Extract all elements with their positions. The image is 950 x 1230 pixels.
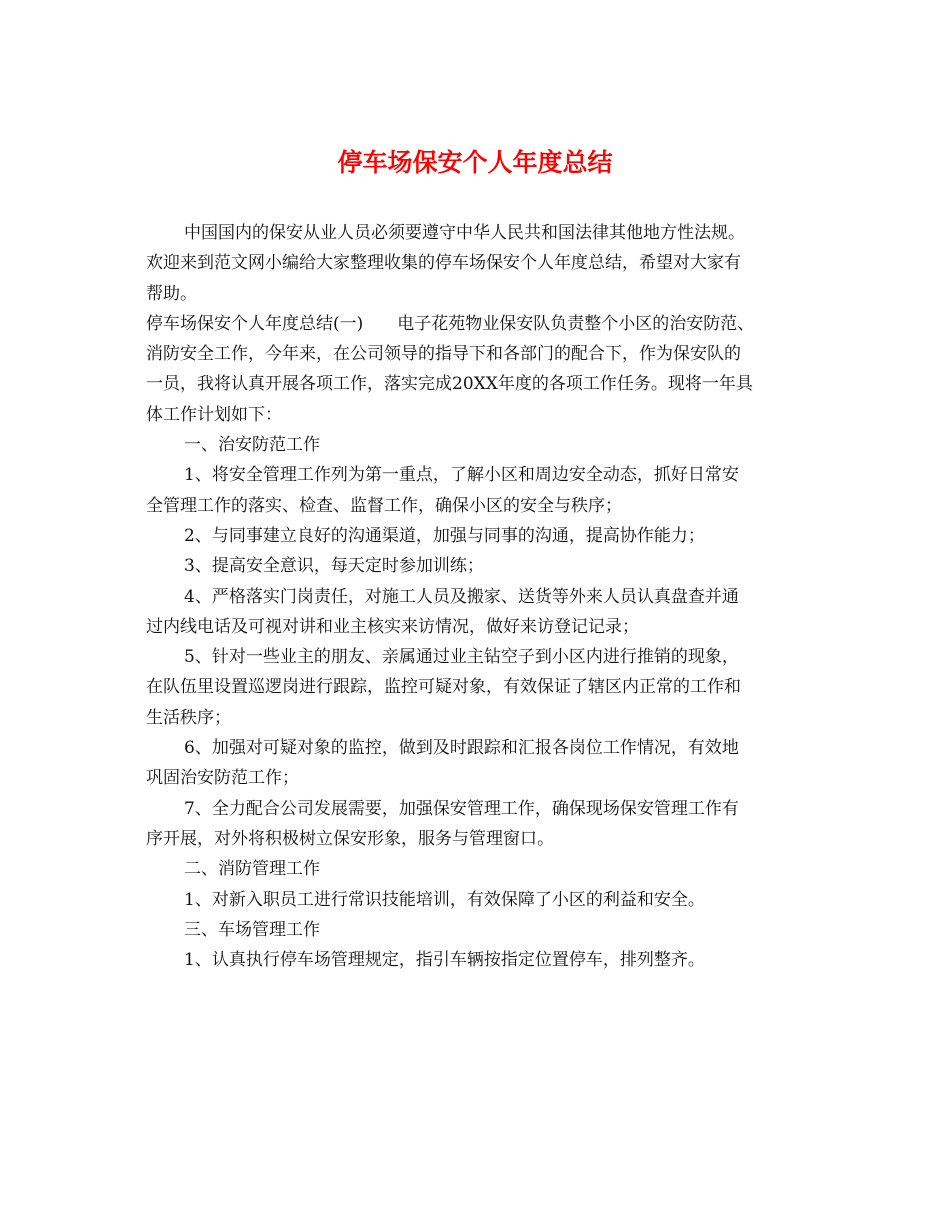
list-item-line: 5、针对一些业主的朋友、亲属通过业主钻空子到小区内进行推销的现象， — [184, 647, 739, 668]
paragraph-line: 欢迎来到范文网小编给大家整理收集的停车场保安个人年度总结，希望对大家有 — [146, 253, 741, 274]
list-item-line: 1、将安全管理工作列为第一重点，了解小区和周边安全动态，抓好日常安 — [184, 465, 739, 486]
paragraph-line: 一员，我将认真开展各项工作，落实完成20XX年度的各项工作任务。现将一年具 — [146, 374, 753, 395]
paragraph-line: 帮助。 — [146, 283, 197, 304]
list-item-line: 巩固治安防范工作； — [146, 768, 299, 789]
list-item-line: 2、与同事建立良好的沟通渠道，加强与同事的沟通，提高协作能力； — [184, 525, 705, 546]
section-heading: 三、车场管理工作 — [184, 919, 320, 940]
paragraph-line: 体工作计划如下： — [146, 404, 282, 425]
list-item-line: 7、全力配合公司发展需要，加强保安管理工作，确保现场保安管理工作有 — [184, 798, 739, 819]
paragraph-line: 停车场保安个人年度总结(一) 电子花苑物业保安队负责整个小区的治安防范、 — [146, 313, 755, 334]
list-item-line: 1、认真执行停车场管理规定，指引车辆按指定位置停车，排列整齐。 — [184, 950, 705, 971]
paragraph-line: 中国国内的保安从业人员必须要遵守中华人民共和国法律其他地方性法规。 — [184, 223, 745, 243]
list-item-line: 6、加强对可疑对象的监控，做到及时跟踪和汇报各岗位工作情况，有效地 — [184, 738, 739, 759]
list-item-line: 4、严格落实门岗责任，对施工人员及搬家、送货等外来人员认真盘查并通 — [184, 586, 739, 607]
list-item-line: 1、对新入职员工进行常识技能培训，有效保障了小区的利益和安全。 — [184, 889, 705, 910]
list-item-line: 全管理工作的落实、检查、监督工作，确保小区的安全与秩序； — [146, 495, 622, 516]
list-item-line: 序开展，对外将积极树立保安形象，服务与管理窗口。 — [146, 828, 554, 849]
paragraph-line: 消防安全工作，今年来，在公司领导的指导下和各部门的配合下，作为保安队的 — [146, 344, 741, 365]
list-item-line: 生活秩序； — [146, 707, 231, 728]
list-item-line: 过内线电话及可视对讲和业主核实来访情况，做好来访登记记录； — [146, 616, 639, 637]
document-body — [146, 218, 811, 975]
list-item-line: 3、提高安全意识，每天定时参加训练； — [184, 556, 484, 577]
section-heading: 一、治安防范工作 — [184, 435, 320, 456]
document-title: 停车场保安个人年度总结 — [337, 148, 613, 177]
section-heading: 二、消防管理工作 — [184, 859, 320, 880]
list-item-line: 在队伍里设置巡逻岗进行跟踪，监控可疑对象，有效保证了辖区内正常的工作和 — [146, 677, 741, 698]
